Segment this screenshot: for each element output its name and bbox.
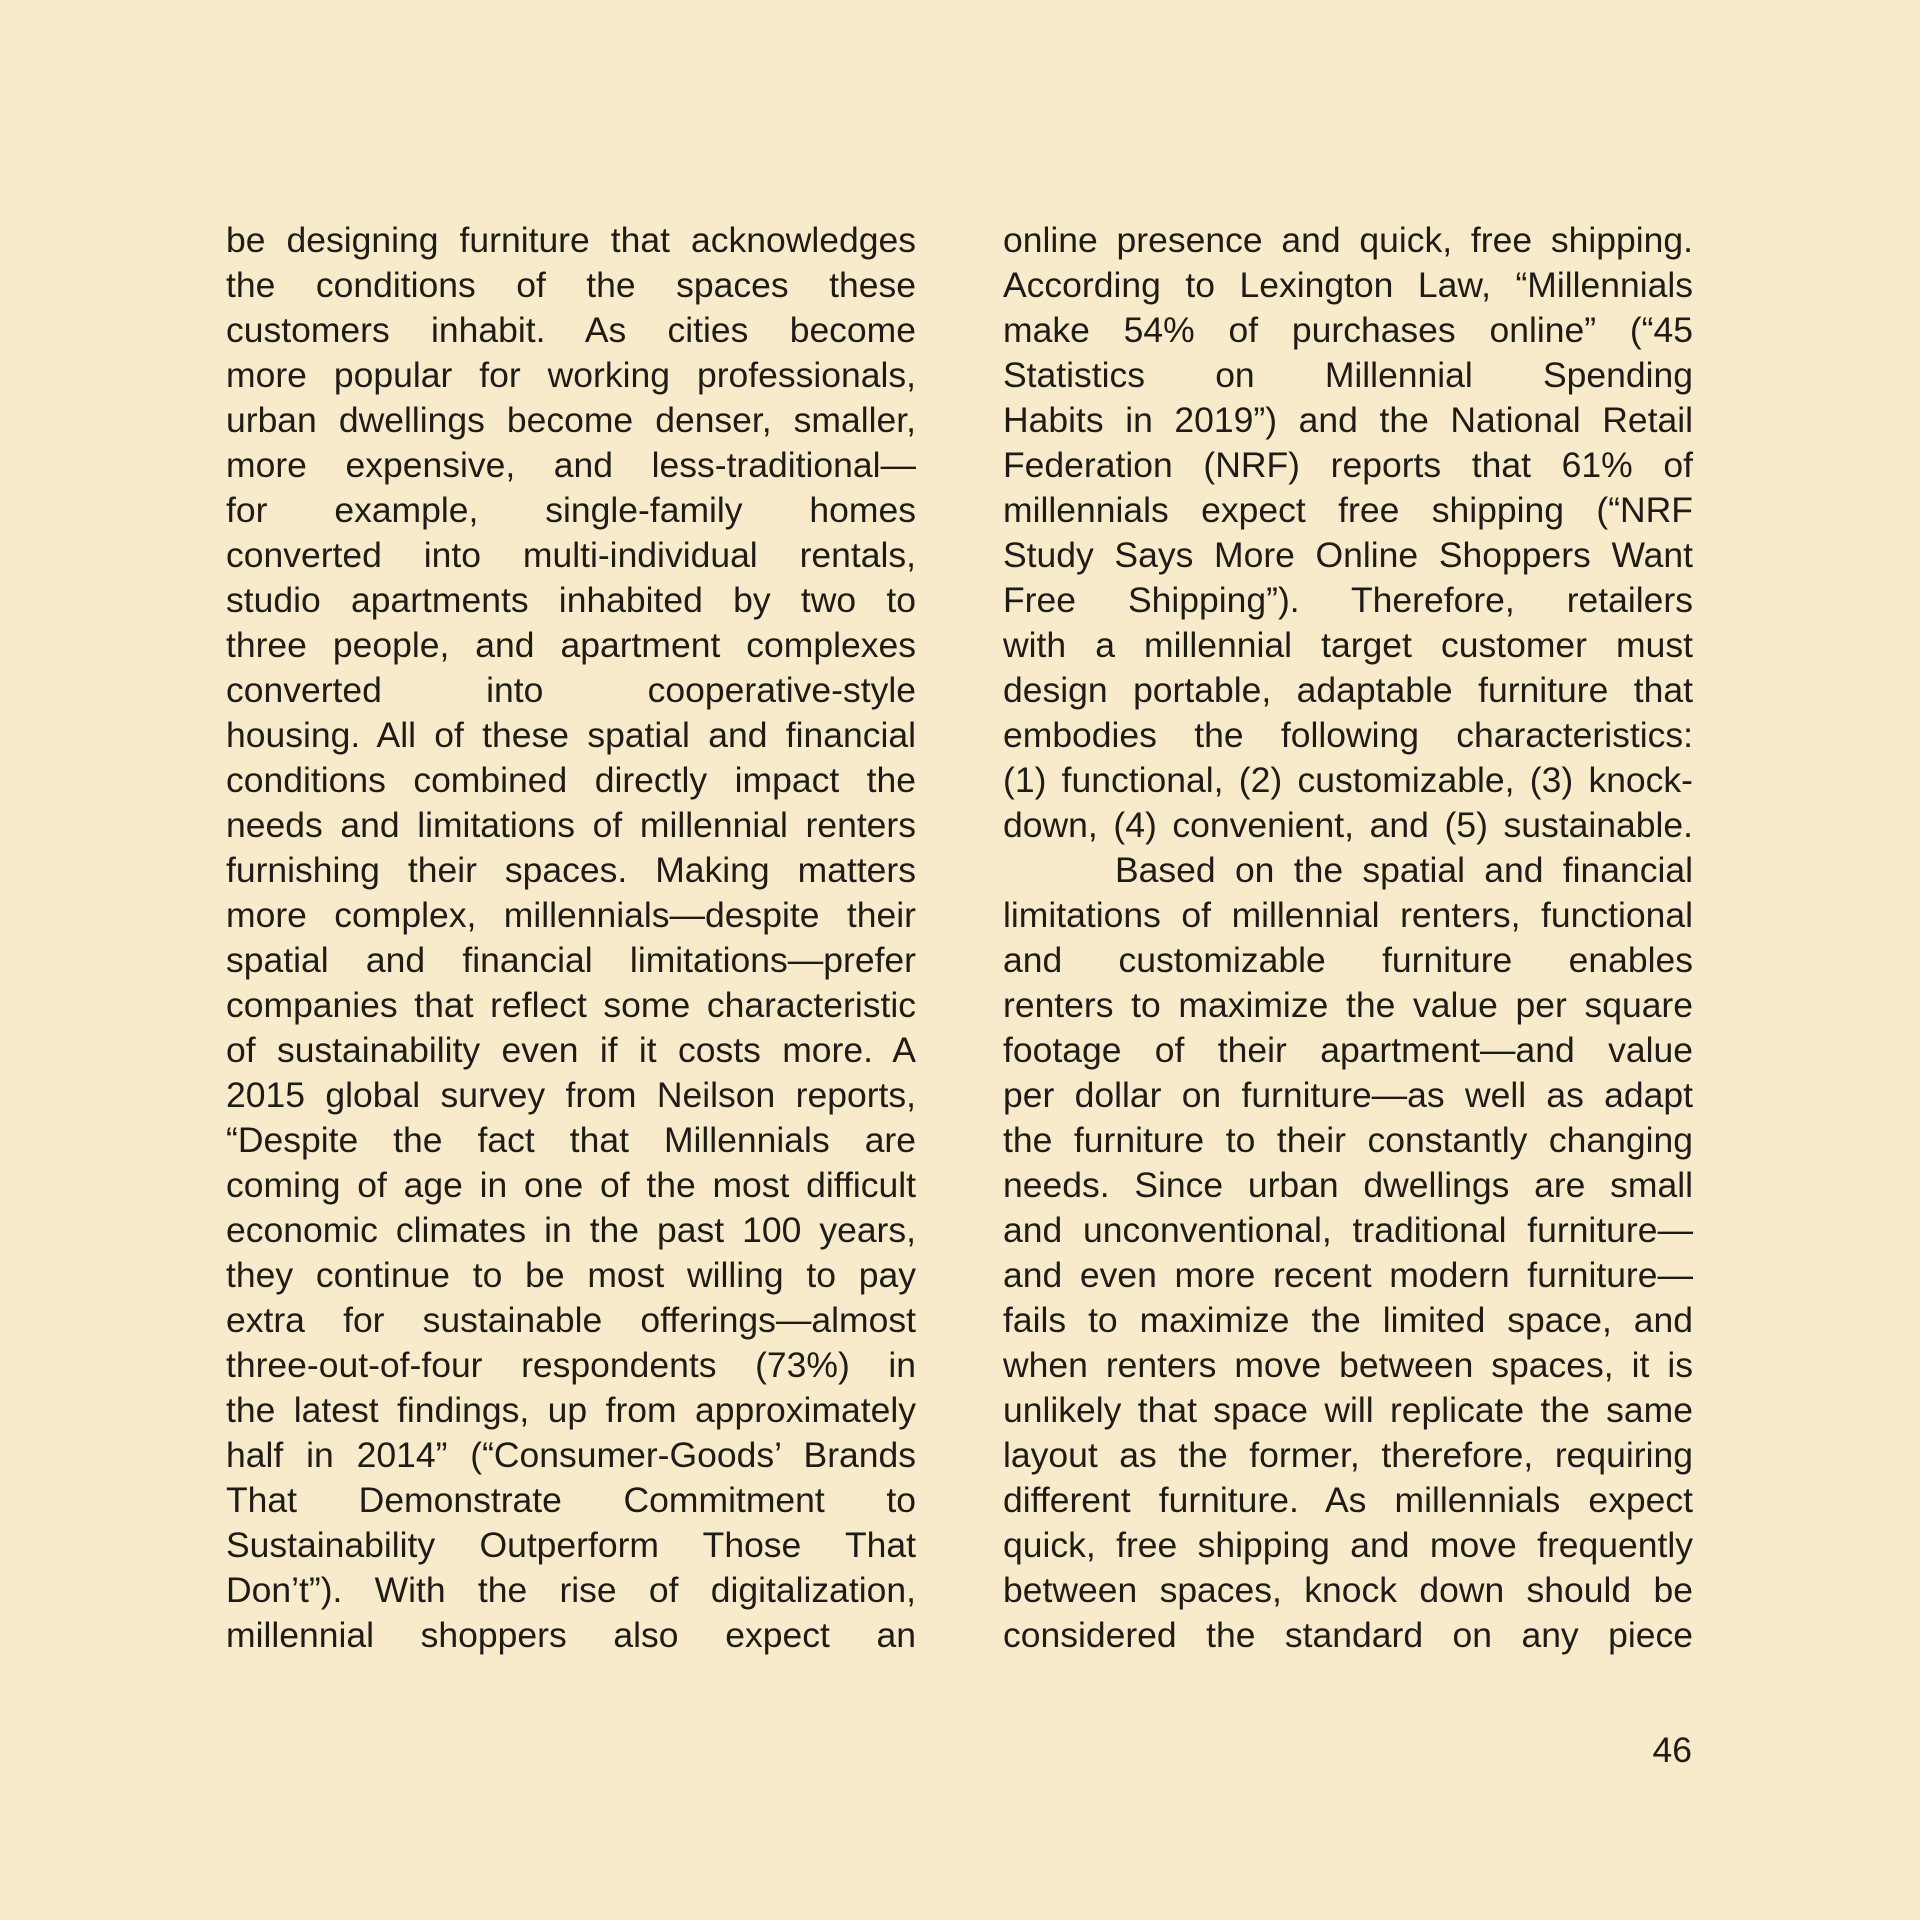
text-line: more popular for working professionals, [226,355,916,395]
text-line: coming of age in one of the most difficult [226,1165,916,1205]
text-line: millennials expect free shipping (“NRF [1003,490,1693,530]
text-line: online presence and quick, free shipping. [1003,220,1693,260]
text-line: studio apartments inhabited by two to [226,580,916,620]
text-line: fails to maximize the limited space, and [1003,1300,1693,1340]
text-line: millennial shoppers also expect an [226,1615,916,1655]
text-line: three people, and apartment complexes [226,625,916,665]
text-line: design portable, adaptable furniture that [1003,670,1693,710]
text-line: customers inhabit. As cities become [226,310,916,350]
text-line: they continue to be most willing to pay [226,1255,916,1295]
text-line: embodies the following characteristics: [1003,715,1693,755]
text-line: down, (4) convenient, and (5) sustainable. [1003,805,1693,845]
text-line: conditions combined directly impact the [226,760,916,800]
text-line: Study Says More Online Shoppers Want [1003,535,1693,575]
text-line: converted into multi-individual rentals, [226,535,916,575]
page-number: 46 [1652,1730,1692,1770]
text-line: considered the standard on any piece [1003,1615,1693,1655]
text-line: more expensive, and less-traditional— [226,445,916,485]
text-line: three-out-of-four respondents (73%) in [226,1345,916,1385]
text-line: the conditions of the spaces these [226,265,916,305]
text-line: companies that reflect some characteristic [226,985,916,1025]
text-line: for example, single-family homes [226,490,916,530]
text-line: needs. Since urban dwellings are small [1003,1165,1693,1205]
text-line: the furniture to their constantly changing [1003,1120,1693,1160]
text-line: of sustainability even if it costs more. A [226,1030,916,1070]
text-line: extra for sustainable offerings—almost [226,1300,916,1340]
text-line: more complex, millennials—despite their [226,895,916,935]
text-line: 2015 global survey from Neilson reports, [226,1075,916,1115]
text-line: make 54% of purchases online” (“45 [1003,310,1693,350]
text-line: needs and limitations of millennial renters [226,805,916,845]
right-text-column [1003,218,1693,1658]
text-line: Free Shipping”). Therefore, retailers [1003,580,1693,620]
text-line: Sustainability Outperform Those That [226,1525,916,1565]
text-line: half in 2014” (“Consumer-Goods’ Brands [226,1435,916,1475]
text-line: be designing furniture that acknowledges [226,220,916,260]
text-line: different furniture. As millennials expect [1003,1480,1693,1520]
text-line: and unconventional, traditional furniture— [1003,1210,1693,1250]
text-line: housing. All of these spatial and financial [226,715,916,755]
text-line: layout as the former, therefore, requiring [1003,1435,1693,1475]
text-line: Don’t”). With the rise of digitalization, [226,1570,916,1610]
text-line: between spaces, knock down should be [1003,1570,1693,1610]
text-line: renters to maximize the value per square [1003,985,1693,1025]
text-line: quick, free shipping and move frequently [1003,1525,1693,1565]
text-line: That Demonstrate Commitment to [226,1480,916,1520]
text-line: per dollar on furniture—as well as adapt [1003,1075,1693,1115]
text-line: urban dwellings become denser, smaller, [226,400,916,440]
text-line: furnishing their spaces. Making matters [226,850,916,890]
text-line: “Despite the fact that Millennials are [226,1120,916,1160]
text-line: with a millennial target customer must [1003,625,1693,665]
text-line: limitations of millennial renters, functional [1003,895,1693,935]
text-line: and even more recent modern furniture— [1003,1255,1693,1295]
text-line: converted into cooperative-style [226,670,916,710]
text-line: spatial and financial limitations—prefer [226,940,916,980]
text-line: Statistics on Millennial Spending [1003,355,1693,395]
text-line: the latest findings, up from approximately [226,1390,916,1430]
text-line: footage of their apartment—and value [1003,1030,1693,1070]
paragraph-start-line: Based on the spatial and financial [1115,850,1693,890]
text-line: when renters move between spaces, it is [1003,1345,1693,1385]
text-line: Federation (NRF) reports that 61% of [1003,445,1693,485]
text-line: Habits in 2019”) and the National Retail [1003,400,1693,440]
text-line: and customizable furniture enables [1003,940,1693,980]
text-line: economic climates in the past 100 years, [226,1210,916,1250]
text-line: According to Lexington Law, “Millennials [1003,265,1693,305]
text-line: (1) functional, (2) customizable, (3) knock- [1003,760,1693,800]
text-line: unlikely that space will replicate the same [1003,1390,1693,1430]
left-text-column [226,218,916,1658]
